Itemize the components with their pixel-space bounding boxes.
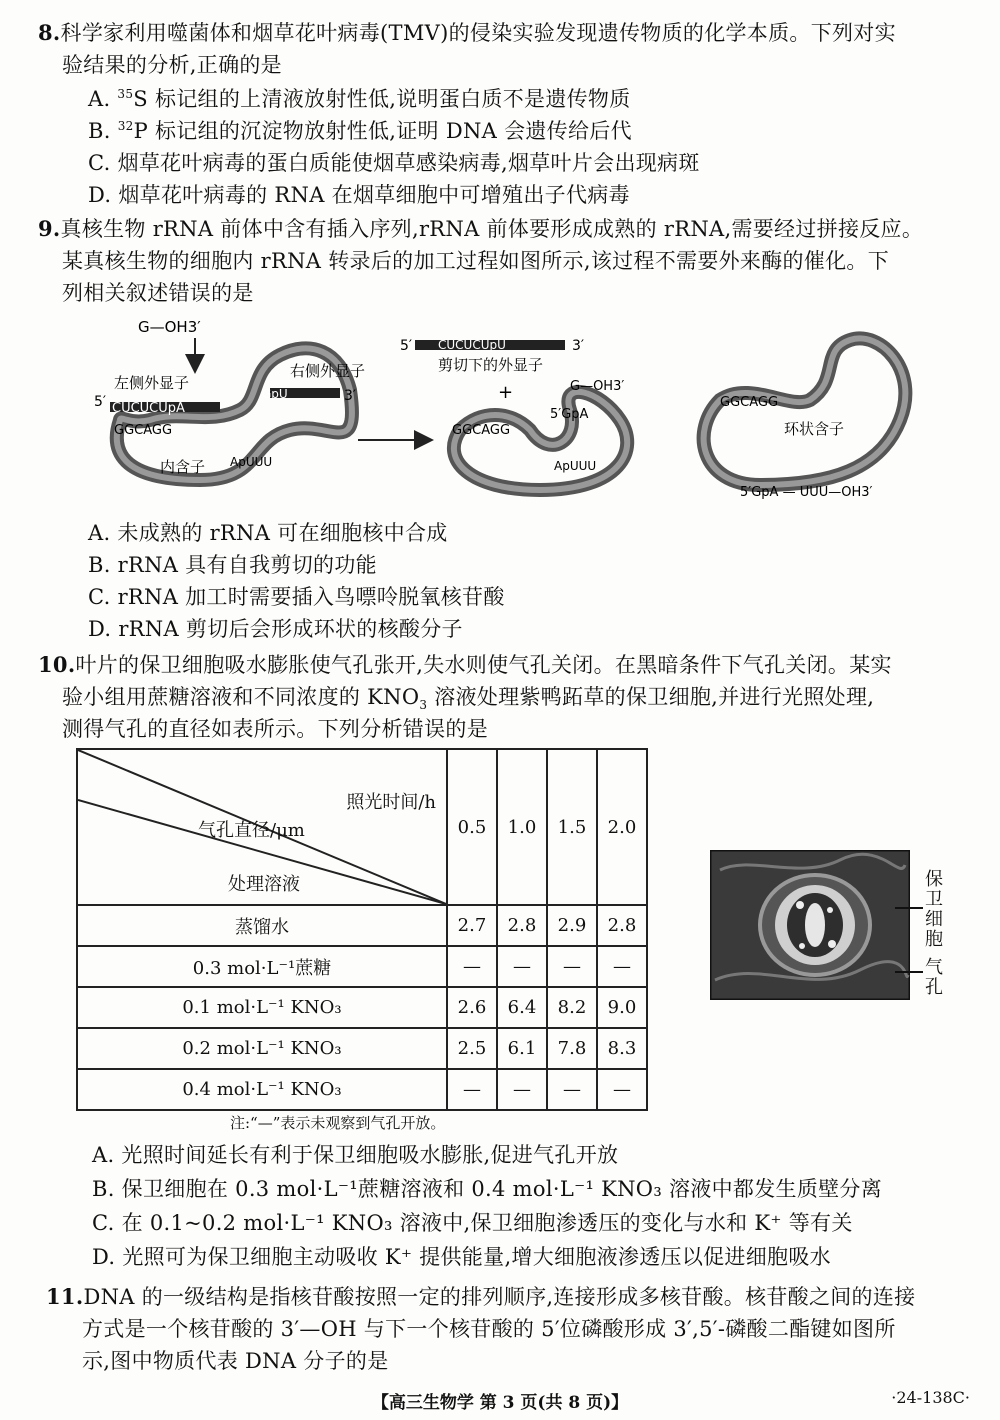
q10-option-d[interactable]: D. 光照可为保卫细胞主动吸收 K⁺ 提供能量,增大细胞液渗透压以促进细胞吸水 [92,1245,831,1269]
svg-text:CUCUCUpU: CUCUCUpU [438,338,506,352]
stomata-table [76,748,648,1111]
svg-text:+: + [498,382,514,403]
q10-stem-line2: 验小组用蔗糖溶液和不同浓度的 $KNO_3$ 溶液处理紫鸭跖草的保卫细胞,并进行光照处理, [62,685,875,713]
table-row: 0.3 mol·L⁻¹蔗糖 — — — — [77,946,647,987]
q9-option-d[interactable]: D. rRNA 剪切后会形成环状的核酸分子 [88,617,463,641]
q9-stem-line2: 某真核生物的细胞内 rRNA 转录后的加工过程如图所示,该过程不需要外来酶的催化。下 [62,249,890,273]
corner-solution-label: 处理溶液 [228,874,300,895]
time-header: 1.5 [547,749,597,905]
svg-text:5′: 5′ [400,338,413,354]
q9-stem-line3: 列相关叙述错误的是 [62,281,254,305]
table-row: 蒸馏水 2.7 2.8 2.9 2.8 [77,905,647,946]
panel-cut [400,338,627,490]
svg-text:GGCAGG: GGCAGG [114,423,173,438]
stoma-pore [805,903,825,947]
left-exon-label: 左侧外显子 [114,374,190,392]
g-oh-label: G—OH3′ [138,318,201,336]
svg-text:GGCAGG: GGCAGG [452,423,511,438]
svg-text:5′GpA — UUU—OH3′: 5′GpA — UUU—OH3′ [740,485,873,500]
svg-text:CUCUCUpA: CUCUCUpA [112,401,185,416]
svg-text:ApUUU: ApUUU [554,459,597,473]
q11-stem-line1: 11.DNA 的一级结构是指核苷酸按照一定的排列顺序,连接形成多核苷酸。核苷酸之间的连接 [46,1284,916,1309]
pore-label: 气孔 [925,957,943,998]
q8-stem-line2: 验结果的分析,正确的是 [62,53,282,77]
q11-stem-line3: 示,图中物质代表 DNA 分子的是 [82,1349,389,1373]
q10-option-c[interactable]: C. 在 0.1~0.2 mol·L⁻¹ KNO₃ 溶液中,保卫细胞渗透压的变化与水和 K⁺ 等有关 [92,1211,853,1235]
table-note: 注:“—”表示未观察到气孔开放。 [230,1114,446,1132]
svg-text:GGCAGG: GGCAGG [720,395,779,410]
time-header: 1.0 [497,749,547,905]
paper-code: ·24-138C· [891,1388,970,1407]
q9-option-c[interactable]: C. rRNA 加工时需要插入鸟嘌呤脱氧核苷酸 [88,585,505,609]
q10-option-b[interactable]: B. 保卫细胞在 0.3 mol·L⁻¹蔗糖溶液和 0.4 mol·L⁻¹ KNO₃ 溶液中都发生质壁分离 [92,1177,883,1201]
time-header: 2.0 [597,749,647,905]
q9-stem-line1: 9.真核生物 rRNA 前体中含有插入序列,rRNA 前体要形成成熟的 rRNA,需要经过拼接反应。 [38,216,924,241]
q10-stem-line1: 10.叶片的保卫细胞吸水膨胀使气孔张开,失水则使气孔关闭。在黑暗条件下气孔关闭。某实 [38,652,892,677]
right-exon-label: 右侧外显子 [290,362,366,380]
svg-text:5′GpA: 5′GpA [550,407,589,422]
time-header: 0.5 [447,749,497,905]
q11-stem-line2: 方式是一个核苷酸的 3′—OH 与下一个核苷酸的 5′位磷酸形成 3′,5′-磷酸二酯键如图所 [82,1317,896,1341]
corner-time-label: 照光时间/h [346,792,436,813]
table-row: 0.2 mol·L⁻¹ KNO₃ 2.5 6.1 7.8 8.3 [77,1028,647,1069]
table-row: 0.4 mol·L⁻¹ KNO₃ — — — — [77,1069,647,1110]
rrna-splicing-figure [0,310,1000,510]
q8-option-c[interactable]: C. 烟草花叶病毒的蛋白质能使烟草感染病毒,烟草叶片会出现病斑 [88,151,700,175]
panel-precursor [94,318,365,480]
q8-option-a[interactable]: A. $^{35}$S 标记组的上清液放射性低,说明蛋白质不是遗传物质 [88,87,631,111]
q8-option-d[interactable]: D. 烟草花叶病毒的 RNA 在烟草细胞中可增殖出子代病毒 [88,183,630,207]
svg-text:G—OH3′: G—OH3′ [570,379,625,394]
cut-exon-label: 剪切下的外显子 [438,356,544,374]
svg-text:ApUUU: ApUUU [230,455,273,469]
guard-cell-label: 保卫细胞 [925,869,943,950]
label-leader-lines [895,900,925,980]
intron-label: 内含子 [160,458,206,476]
ring-intron-label: 环状含子 [784,420,845,438]
stoma-micrograph [710,850,910,1000]
q9-option-a[interactable]: A. 未成熟的 rRNA 可在细胞核中合成 [88,521,448,545]
table-row: 0.1 mol·L⁻¹ KNO₃ 2.6 6.4 8.2 9.0 [77,987,647,1028]
page-footer: 【高三生物学 第 3 页(共 8 页)】 [371,1393,629,1413]
q8-option-b[interactable]: B. $^{32}$P 标记组的沉淀物放射性低,证明 DNA 会遗传给后代 [88,119,632,143]
q10-option-a[interactable]: A. 光照时间延长有利于保卫细胞吸水膨胀,促进气孔开放 [92,1143,619,1167]
q8-stem-line1: 8.科学家利用噬菌体和烟草花叶病毒(TMV)的侵染实验发现遗传物质的化学本质。下列对实 [38,20,896,45]
svg-text:5′: 5′ [94,394,107,410]
svg-text:3′: 3′ [344,388,357,404]
svg-text:3′: 3′ [572,338,585,354]
panel-circular-intron [704,338,906,500]
q10-stem-line3: 测得气孔的直径如表所示。下列分析错误的是 [62,717,488,741]
q9-option-b[interactable]: B. rRNA 具有自我剪切的功能 [88,553,377,577]
corner-diameter-label: 气孔直径/μm [198,820,305,841]
svg-text:GpU: GpU [262,387,288,401]
table-corner-cell [77,749,447,905]
